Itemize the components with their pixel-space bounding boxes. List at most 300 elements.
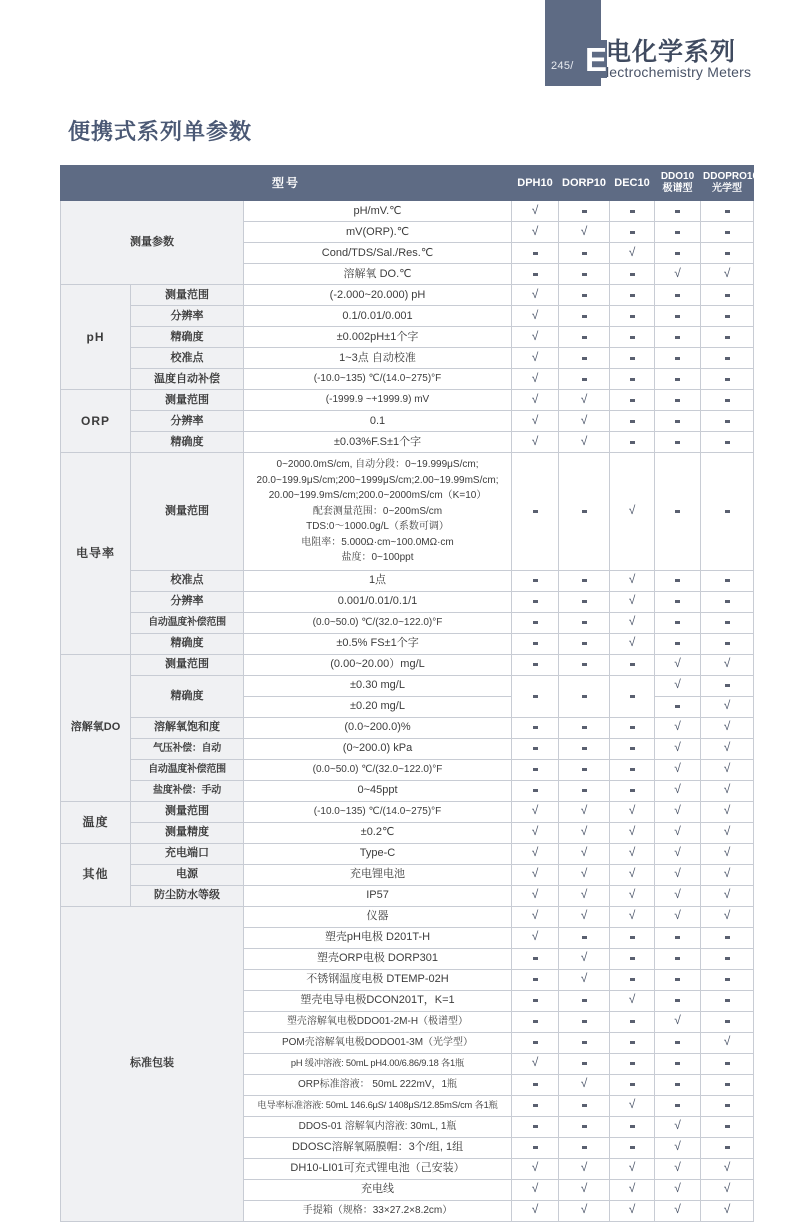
mark-ddopro10: [701, 822, 754, 843]
mark-dec10: [610, 1179, 655, 1200]
mark-dorp10: [559, 780, 610, 801]
row-value: DDOS-01 溶解氧内溶液: 30mL, 1瓶: [244, 1116, 512, 1137]
dash-icon: [675, 600, 680, 603]
row-sub-label: 分辨率: [131, 411, 244, 432]
mark-ddo10: [655, 306, 701, 327]
mark-dorp10: [559, 453, 610, 571]
mark-ddopro10: [701, 738, 754, 759]
dash-icon: [582, 357, 587, 360]
mark-dph10: [512, 843, 559, 864]
logo-e-block: [585, 40, 607, 78]
mark-dec10: [610, 390, 655, 411]
table-row: [61, 801, 754, 822]
brand-title-en: lectrochemistry Meters: [606, 64, 752, 80]
check-icon: √: [674, 677, 681, 692]
dash-icon: [630, 336, 635, 339]
mark-dec10: [610, 969, 655, 990]
dash-icon: [630, 747, 635, 750]
mark-dph10: [512, 885, 559, 906]
dash-icon: [630, 695, 635, 698]
mark-dec10: [610, 864, 655, 885]
table-row: [61, 285, 754, 306]
mark-dph10: [512, 1179, 559, 1200]
dash-icon: [533, 600, 538, 603]
check-icon: √: [674, 761, 681, 776]
row-value: 充电线: [244, 1179, 512, 1200]
mark-ddopro10: [701, 1074, 754, 1095]
dash-icon: [675, 252, 680, 255]
dash-icon: [630, 1020, 635, 1023]
dash-icon: [675, 378, 680, 381]
mark-dorp10: [559, 1095, 610, 1116]
mark-dorp10: [559, 411, 610, 432]
check-icon: √: [674, 782, 681, 797]
mark-dph10: [512, 612, 559, 633]
group-label-2: ORP: [61, 390, 131, 453]
row-value: pH 缓冲溶液: 50mL pH4.00/6.86/9.18 各1瓶: [244, 1053, 512, 1074]
dash-icon: [533, 695, 538, 698]
dash-icon: [582, 378, 587, 381]
mark-dorp10: [559, 1137, 610, 1158]
mark-ddopro10: [701, 264, 754, 285]
check-icon: √: [531, 908, 539, 923]
dash-icon: [725, 315, 730, 318]
dash-icon: [533, 747, 538, 750]
row-sub-label: 精确度: [131, 327, 244, 348]
table-row: [61, 759, 754, 780]
row-value: ORP标准溶液： 50mL 222mV，1瓶: [244, 1074, 512, 1095]
check-icon: √: [723, 761, 731, 776]
dash-icon: [675, 399, 680, 402]
dash-icon: [725, 1146, 730, 1149]
mark-dph10: [512, 633, 559, 654]
mark-ddo10: [655, 591, 701, 612]
mark-dph10: [512, 675, 559, 717]
row-value: pH/mV.℃: [244, 201, 512, 222]
check-icon: √: [531, 370, 539, 385]
dash-icon: [582, 768, 587, 771]
check-icon: √: [674, 908, 681, 923]
row-value: ±0.03%F.S±1个字: [244, 432, 512, 453]
mark-dph10: [512, 717, 559, 738]
check-icon: √: [580, 391, 588, 406]
check-icon: √: [628, 572, 636, 587]
mark-ddo10: [655, 1032, 701, 1053]
mark-dph10: [512, 1095, 559, 1116]
dash-icon: [582, 726, 587, 729]
mark-ddo10: [655, 1137, 701, 1158]
dash-icon: [675, 1104, 680, 1107]
mark-ddo10: [655, 948, 701, 969]
mark-dorp10: [559, 369, 610, 390]
row-value: 溶解氧 DO.℃: [244, 264, 512, 285]
dash-icon: [533, 1125, 538, 1128]
check-icon: √: [531, 803, 539, 818]
mark-ddopro10: [701, 1158, 754, 1179]
dash-icon: [533, 1020, 538, 1023]
dash-icon: [533, 273, 538, 276]
row-value-line: 盐度：0~100ppt: [341, 552, 414, 563]
dash-icon: [675, 231, 680, 234]
mark-dph10: [512, 570, 559, 591]
dash-icon: [630, 768, 635, 771]
table-row: [61, 201, 754, 222]
row-sub-label: 自动温度补偿范围: [131, 612, 244, 633]
mark-dph10: [512, 369, 559, 390]
table-row: [61, 348, 754, 369]
mark-dec10: [610, 654, 655, 675]
dash-icon: [582, 579, 587, 582]
header-col-ddopro10-l1: DDOPRO10: [703, 170, 759, 182]
group-label-6: 其他: [61, 843, 131, 906]
row-value: ±0.5% FS±1个字: [244, 633, 512, 654]
dash-icon: [630, 1083, 635, 1086]
mark-ddo10: [655, 759, 701, 780]
mark-dph10: [512, 306, 559, 327]
mark-dph10: [512, 222, 559, 243]
mark-dec10: [610, 906, 655, 927]
mark-dorp10: [559, 654, 610, 675]
dash-icon: [630, 399, 635, 402]
check-icon: √: [531, 433, 539, 448]
row-value: 仪器: [244, 906, 512, 927]
mark-ddo10: [655, 1011, 701, 1032]
row-value-line: 电阻率：5.000Ω·cm~100.0MΩ·cm: [301, 536, 454, 548]
row-value: ±0.2℃: [244, 822, 512, 843]
mark-ddo10: [655, 264, 701, 285]
mark-dph10: [512, 927, 559, 948]
check-icon: √: [531, 887, 539, 902]
mark-ddopro10: [701, 570, 754, 591]
mark-dorp10: [559, 264, 610, 285]
dash-icon: [675, 210, 680, 213]
mark-ddo10: [655, 654, 701, 675]
check-icon: √: [723, 698, 731, 713]
check-icon: √: [723, 1202, 731, 1217]
dash-icon: [725, 336, 730, 339]
mark-dph10: [512, 348, 559, 369]
group-label-3: 电导率: [61, 453, 131, 655]
header-col-dec10-l1: DEC10: [614, 176, 650, 189]
row-value: 手提箱（规格：33×27.2×8.2cm）: [244, 1200, 512, 1221]
check-icon: √: [723, 866, 731, 881]
table-row: [61, 654, 754, 675]
check-icon: √: [531, 349, 539, 364]
row-value: 0.1/0.01/0.001: [244, 306, 512, 327]
table-row: [61, 864, 754, 885]
row-value-line: 20.00~199.9mS/cm;200.0~2000mS/cm（K=10）: [268, 490, 487, 501]
check-icon: √: [531, 824, 539, 839]
page-title: 便携式系列单参数: [68, 119, 253, 144]
mark-ddopro10: [701, 285, 754, 306]
row-sub-label: 测量范围: [131, 285, 244, 306]
dash-icon: [725, 420, 730, 423]
mark-ddo10: [655, 1200, 701, 1221]
mark-dec10: [610, 453, 655, 571]
mark-dec10: [610, 948, 655, 969]
dash-icon: [675, 336, 680, 339]
check-icon: √: [723, 824, 731, 839]
dash-icon: [582, 695, 587, 698]
check-icon: √: [674, 866, 681, 881]
header-col-dorp10-l1: DORP10: [562, 176, 607, 189]
mark-dorp10: [559, 306, 610, 327]
mark-ddopro10: [701, 1032, 754, 1053]
check-icon: √: [674, 887, 681, 902]
mark-ddo10: [655, 390, 701, 411]
mark-ddo10: [655, 969, 701, 990]
check-icon: √: [628, 593, 636, 608]
check-icon: √: [531, 307, 539, 322]
mark-ddo10: [655, 453, 701, 571]
dash-icon: [630, 1041, 635, 1044]
check-icon: √: [723, 265, 731, 280]
check-icon: √: [674, 803, 681, 818]
mark-dph10: [512, 591, 559, 612]
dash-icon: [725, 510, 730, 513]
mark-dec10: [610, 1032, 655, 1053]
row-value: 电导率标准溶液: 50mL 146.6μS/ 1408μS/12.85mS/cm 各1瓶: [244, 1095, 512, 1116]
dash-icon: [675, 978, 680, 981]
mark-dec10: [610, 1095, 655, 1116]
dash-icon: [533, 957, 538, 960]
check-icon: √: [674, 845, 681, 860]
check-icon: √: [628, 635, 636, 650]
mark-dec10: [610, 759, 655, 780]
check-icon: √: [674, 719, 681, 734]
mark-dec10: [610, 369, 655, 390]
dash-icon: [582, 1020, 587, 1023]
check-icon: √: [531, 223, 539, 238]
mark-ddo10: [655, 717, 701, 738]
mark-dorp10: [559, 327, 610, 348]
row-value: (0~200.0) kPa: [244, 738, 512, 759]
dash-icon: [725, 1062, 730, 1065]
mark-dec10: [610, 306, 655, 327]
check-icon: √: [531, 1181, 539, 1196]
table-row: [61, 327, 754, 348]
dash-icon: [582, 663, 587, 666]
table-header-row: [61, 166, 754, 201]
check-icon: √: [531, 328, 539, 343]
row-value: 充电锂电池: [244, 864, 512, 885]
check-icon: √: [531, 286, 539, 301]
check-icon: √: [531, 412, 539, 427]
mark-dec10: [610, 1158, 655, 1179]
header-col-dorp10: [559, 166, 610, 201]
mark-ddopro10: [701, 633, 754, 654]
check-icon: √: [723, 887, 731, 902]
mark-ddopro10: [701, 612, 754, 633]
dash-icon: [630, 957, 635, 960]
mark-dec10: [610, 201, 655, 222]
mark-ddo10: [655, 1179, 701, 1200]
dash-icon: [630, 273, 635, 276]
mark-dec10: [610, 1137, 655, 1158]
mark-dph10: [512, 201, 559, 222]
mark-dorp10: [559, 969, 610, 990]
row-sub-label: 气压补偿：自动: [131, 738, 244, 759]
mark-dph10: [512, 654, 559, 675]
dash-icon: [725, 642, 730, 645]
check-icon: √: [531, 1160, 539, 1175]
row-sub-label: 防尘防水等级: [131, 885, 244, 906]
table-row: [61, 570, 754, 591]
row-value: (-1999.9 ~+1999.9) mV: [244, 390, 512, 411]
mark-dph10: [512, 1011, 559, 1032]
dash-icon: [533, 252, 538, 255]
dash-icon: [582, 1104, 587, 1107]
mark-dorp10: [559, 1158, 610, 1179]
table-row: [61, 906, 754, 927]
mark-dorp10: [559, 285, 610, 306]
check-icon: √: [628, 614, 636, 629]
brand-title-cn: 电化学系列: [606, 38, 737, 66]
check-icon: √: [531, 866, 539, 881]
mark-dph10: [512, 864, 559, 885]
mark-dec10: [610, 990, 655, 1011]
mark-ddo10: [655, 906, 701, 927]
mark-dph10: [512, 327, 559, 348]
dash-icon: [725, 621, 730, 624]
mark-ddopro10: [701, 1095, 754, 1116]
mark-ddo10: [655, 411, 701, 432]
dash-icon: [725, 294, 730, 297]
mark-dec10: [610, 591, 655, 612]
mark-ddo10: [655, 222, 701, 243]
check-icon: √: [723, 1181, 731, 1196]
mark-dec10: [610, 285, 655, 306]
mark-dph10: [512, 432, 559, 453]
mark-dec10: [610, 780, 655, 801]
mark-ddo10: [655, 633, 701, 654]
row-sub-label: 电源: [131, 864, 244, 885]
table-row: [61, 453, 754, 571]
row-value: (-10.0~135) ℃/(14.0~275)°F: [244, 369, 512, 390]
mark-dorp10: [559, 591, 610, 612]
dash-icon: [725, 210, 730, 213]
check-icon: √: [580, 803, 588, 818]
mark-dorp10: [559, 1200, 610, 1221]
mark-ddo10: [655, 927, 701, 948]
mark-dec10: [610, 327, 655, 348]
mark-ddo10: [655, 612, 701, 633]
mark-dorp10: [559, 948, 610, 969]
dash-icon: [725, 357, 730, 360]
check-icon: √: [674, 1118, 681, 1133]
mark-dec10: [610, 222, 655, 243]
dash-icon: [725, 936, 730, 939]
table-row: [61, 411, 754, 432]
header-col-dph10-l1: DPH10: [517, 176, 553, 189]
dash-icon: [533, 510, 538, 513]
header-col-ddo10-l2: 极谱型: [662, 183, 693, 194]
mark-dorp10: [559, 927, 610, 948]
dash-icon: [582, 999, 587, 1002]
dash-icon: [675, 441, 680, 444]
mark-ddo10: [655, 369, 701, 390]
dash-icon: [582, 315, 587, 318]
row-value: ±0.20 mg/L: [244, 696, 512, 717]
header-col-ddopro10: [701, 166, 759, 201]
mark-ddo10: [655, 780, 701, 801]
row-value: (0.00~20.00）mg/L: [244, 654, 512, 675]
mark-ddopro10: [701, 780, 754, 801]
check-icon: √: [723, 803, 731, 818]
mark-dorp10: [559, 633, 610, 654]
check-icon: √: [723, 719, 731, 734]
mark-ddopro10: [701, 948, 754, 969]
mark-ddopro10: [701, 1137, 754, 1158]
dash-icon: [675, 957, 680, 960]
mark-ddo10: [655, 432, 701, 453]
mark-dec10: [610, 717, 655, 738]
mark-ddopro10: [701, 864, 754, 885]
mark-dph10: [512, 990, 559, 1011]
header-col-dph10: [512, 166, 559, 201]
mark-dorp10: [559, 612, 610, 633]
table-row: [61, 633, 754, 654]
row-value: Cond/TDS/Sal./Res.℃: [244, 243, 512, 264]
mark-ddo10: [655, 675, 701, 696]
row-value: mV(ORP).℃: [244, 222, 512, 243]
row-value-line: 20.0~199.9μS/cm;200~1999μS/cm;2.00~19.99mS/cm;: [256, 474, 499, 486]
row-sub-label: 测量范围: [131, 390, 244, 411]
mark-dorp10: [559, 222, 610, 243]
mark-ddopro10: [701, 390, 754, 411]
mark-dph10: [512, 822, 559, 843]
check-icon: √: [580, 1160, 588, 1175]
mark-ddopro10: [701, 453, 754, 571]
dash-icon: [675, 936, 680, 939]
dash-icon: [533, 789, 538, 792]
mark-ddopro10: [701, 801, 754, 822]
mark-ddopro10: [701, 591, 754, 612]
dash-icon: [533, 642, 538, 645]
mark-dph10: [512, 1053, 559, 1074]
mark-dec10: [610, 633, 655, 654]
mark-ddo10: [655, 885, 701, 906]
dash-icon: [725, 978, 730, 981]
mark-dec10: [610, 612, 655, 633]
dash-icon: [582, 936, 587, 939]
mark-dph10: [512, 948, 559, 969]
mark-ddopro10: [701, 411, 754, 432]
check-icon: √: [628, 503, 636, 518]
mark-ddo10: [655, 243, 701, 264]
row-sub-label: 分辨率: [131, 306, 244, 327]
dash-icon: [582, 1146, 587, 1149]
mark-dorp10: [559, 243, 610, 264]
dash-icon: [725, 684, 730, 687]
table-row: [61, 675, 754, 696]
dash-icon: [725, 957, 730, 960]
mark-ddo10: [655, 696, 701, 717]
row-sub-label: 自动温度补偿范围: [131, 759, 244, 780]
mark-ddopro10: [701, 348, 754, 369]
mark-ddo10: [655, 348, 701, 369]
mark-ddo10: [655, 1095, 701, 1116]
header-col-ddo10-l1: DDO10: [660, 170, 695, 182]
row-value: 塑壳溶解氧电极DDO01-2M-H（极谱型）: [244, 1011, 512, 1032]
check-icon: √: [628, 1097, 636, 1112]
dash-icon: [675, 1041, 680, 1044]
check-icon: √: [580, 908, 588, 923]
row-value-line: TDS:0～1000.0g/L（系数可调）: [306, 521, 449, 532]
row-sub-label: 盐度补偿：手动: [131, 780, 244, 801]
mark-dorp10: [559, 1032, 610, 1053]
mark-dec10: [610, 927, 655, 948]
